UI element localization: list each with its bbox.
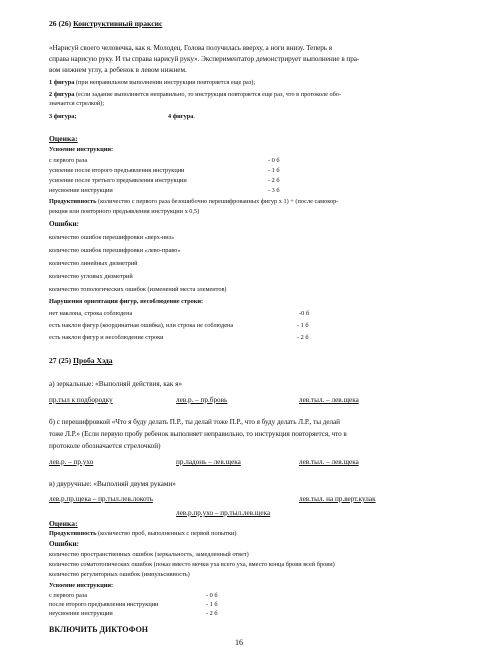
figure-1-label: 1 фигура	[49, 79, 75, 86]
learning-27-item-2-label: после второго предъявления инструкции	[49, 601, 159, 608]
learning-item-3-score: - 2 б	[268, 177, 280, 184]
section-27-heading	[49, 357, 113, 365]
intro-line-2: справа нарисую руку. И ты справа нарисуй руку». Экспериментатор демонстрирует выполнение в пра-	[49, 55, 360, 63]
section-27-title: Проба Хэда	[73, 356, 113, 365]
score-header-26: Оценка:	[49, 134, 78, 143]
errors-header-27: Ошибки:	[49, 540, 80, 548]
bimanual-item-3: лев.р.пр.ухо – пр.тыл.лев.щека	[176, 509, 271, 517]
orientation-item-3-score: - 2 б	[297, 334, 309, 341]
figure-4: 4 фигура.	[168, 113, 195, 120]
intro-line-3: вом нижнем углу, а ребенок в левом нижнем.	[49, 66, 187, 74]
figure-2-line	[49, 92, 341, 98]
section-26-title: Конструктивный праксис	[73, 19, 163, 28]
error-item-26-1: количество ошибок перешифровки «верх-низ»	[49, 234, 175, 241]
orientation-item-1-label: нет наклона, строка соблюдена	[49, 310, 133, 317]
footer-command: ВКЛЮЧИТЬ ДИКТОФОН	[49, 625, 149, 634]
bimanual-item-1: лев.р.пр.щека – пр.тыл.лев.локоть	[49, 495, 153, 503]
section-26-heading	[49, 20, 162, 28]
recode-instruction-line-2: тоже Л.Р.» (Если первую пробу ребенок выполняет неправильно, то инструкция повторяется, что в	[49, 430, 347, 438]
bimanual-instruction: в) двуручные: «Выполняй двумя руками»	[49, 480, 176, 488]
errors-header-26: Ошибки:	[49, 220, 80, 228]
learning-item-4-label: неусвоение инструкции	[49, 187, 113, 194]
learning-header-26: Усвоение инструкции:	[49, 146, 114, 153]
learning-item-2-score: - 1 б	[268, 167, 280, 174]
mirror-item-1: пр.тыл к подбородку	[49, 396, 113, 404]
mirror-instruction: а) зеркальные: «Выполняй действия, как я»	[49, 380, 183, 388]
section-26-number: 26 (26)	[49, 19, 72, 28]
orientation-item-1-score: -0 б	[299, 310, 310, 317]
score-header-27: Оценка:	[49, 519, 78, 528]
figure-1-line	[49, 80, 255, 86]
orientation-item-2-score: - 1 б	[297, 322, 309, 329]
bimanual-item-2: лев.тыл. на пр.верт.кулак	[299, 495, 376, 503]
productivity-27-label: Продуктивность	[49, 530, 97, 537]
figure-2-label: 2 фигура	[49, 91, 75, 98]
error-item-26-2: количество ошибок перешифровки «лево-право»	[49, 247, 181, 254]
learning-27-item-3-score: - 2 б	[206, 610, 218, 617]
learning-item-3-label: усвоение после третьего предъявления инструкции	[49, 177, 187, 184]
learning-27-item-3-label: неусвоение инструкции	[49, 610, 113, 617]
productivity-26-text: (количество с первого раза безошибочно перешифрованных фигур х 1) + (после самокор-	[98, 198, 339, 205]
productivity-26-text-cont: рекция или повторного предъявления инструкции х 0,5)	[49, 208, 200, 215]
learning-27-item-1-score: - 0 б	[206, 592, 218, 599]
error-item-27-2: количество соматотопических ошибок (показ вместо мочки уха всего уха, вместо конца брови всей брови)	[49, 561, 335, 568]
recode-item-1: лев.р. – пр.ухо	[49, 458, 94, 466]
orientation-header: Нарушения ориентации фигур, несоблюдение строки:	[49, 298, 204, 305]
page-number: 16	[235, 638, 243, 647]
learning-item-1-label: с первого раза	[49, 157, 88, 164]
figure-3: 3 фигура;	[49, 113, 77, 120]
recode-item-3: лев.тыл. – лев.щека	[299, 458, 359, 466]
error-item-26-4: количество угловых дизметрий	[49, 273, 133, 280]
orientation-item-2-label: есть наклон фигур (координатная ошибка), или строка не соблюдена	[49, 322, 234, 329]
intro-line-1: «Нарисуй своего человечка, как я. Молодец. Голова получилась вверху, а ноги внизу. Теперь я	[49, 44, 333, 52]
learning-27-item-2-score: - 1 б	[206, 601, 218, 608]
productivity-27-text: (количество проб, выполненных с первой попытки)	[98, 530, 237, 537]
learning-header-27: Усвоение инструкции:	[49, 582, 114, 589]
recode-instruction-line-3: протоколе обозначается стрелочкой)	[49, 442, 161, 450]
recode-item-2: пр.ладонь – лев.щека	[176, 458, 241, 466]
learning-27-item-1-label: с первого раза	[49, 592, 88, 599]
error-item-26-5: количество топологических ошибок (изменений места элементов)	[49, 286, 227, 293]
figure-2-text: (если задание выполняется неправильно, то инструкция повторяется еще раз, что в протоколе обо-	[75, 91, 342, 98]
orientation-item-3-label: есть наклон фигур и несоблюдение строки	[49, 334, 164, 341]
mirror-item-3: лев.тыл. – лев.щека	[299, 396, 359, 404]
error-item-27-1: количество пространственных ошибок (зеркальность, замедленный ответ)	[49, 551, 249, 558]
mirror-item-2: лев.р. – пр.бровь	[176, 396, 228, 404]
productivity-26-label: Продуктивность	[49, 198, 97, 205]
error-item-27-3: количество регуляторных ошибок (импульсивность)	[49, 571, 190, 578]
productivity-27-line	[49, 531, 237, 537]
figure-2-text-cont: значается стрелкой);	[49, 100, 105, 107]
learning-item-4-score: - 3 б	[268, 187, 280, 194]
section-27-number: 27 (25)	[49, 356, 72, 365]
learning-item-2-label: усвоение после второго предъявления инструкции	[49, 167, 185, 174]
recode-instruction-line-1: б) с перешифровкой «Что я буду делать П.Р., ты делай тоже П.Р., что я буду делать Л.Р., ты делай	[49, 418, 340, 426]
figure-1-text: (при неправильном выполнении инструкция повторяется еще раз);	[75, 79, 256, 86]
learning-item-1-score: - 0 б	[268, 157, 280, 164]
productivity-26-line	[49, 199, 338, 205]
error-item-26-3: количество линейных дизметрий	[49, 260, 138, 267]
